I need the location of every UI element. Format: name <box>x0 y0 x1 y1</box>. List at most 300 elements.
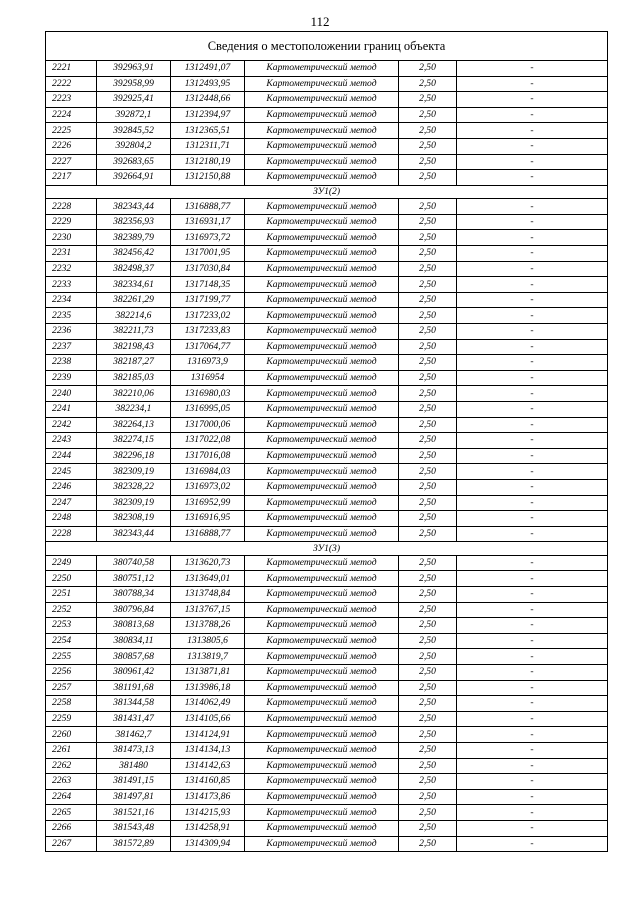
description-cell: - <box>457 602 608 618</box>
table-row <box>46 433 608 449</box>
accuracy-cell: 2,50 <box>399 292 457 308</box>
y-coordinate-cell: 1313805,6 <box>171 633 245 649</box>
method-cell: Картометрический метод <box>245 214 399 230</box>
point-number-cell: 2249 <box>46 555 97 571</box>
method-cell: Картометрический метод <box>245 495 399 511</box>
x-coordinate-cell: 382187,27 <box>97 355 171 371</box>
point-number-cell: 2259 <box>46 711 97 727</box>
accuracy-cell: 2,50 <box>399 479 457 495</box>
accuracy-cell: 2,50 <box>399 774 457 790</box>
x-coordinate-cell: 392845,52 <box>97 123 171 139</box>
accuracy-cell: 2,50 <box>399 92 457 108</box>
description-cell: - <box>457 633 608 649</box>
point-number-cell: 2227 <box>46 154 97 170</box>
table-row <box>46 92 608 108</box>
x-coordinate-cell: 392804,2 <box>97 138 171 154</box>
y-coordinate-cell: 1312448,66 <box>171 92 245 108</box>
point-number-cell: 2222 <box>46 76 97 92</box>
point-number-cell: 2231 <box>46 246 97 262</box>
table-row <box>46 308 608 324</box>
description-cell: - <box>457 526 608 542</box>
x-coordinate-cell: 392925,41 <box>97 92 171 108</box>
table-row <box>46 386 608 402</box>
point-number-cell: 2242 <box>46 417 97 433</box>
y-coordinate-cell: 1317148,35 <box>171 277 245 293</box>
method-cell: Картометрический метод <box>245 261 399 277</box>
x-coordinate-cell: 382356,93 <box>97 214 171 230</box>
point-number-cell: 2248 <box>46 511 97 527</box>
method-cell: Картометрический метод <box>245 355 399 371</box>
point-number-cell: 2235 <box>46 308 97 324</box>
table-row <box>46 555 608 571</box>
point-number-cell: 2255 <box>46 649 97 665</box>
x-coordinate-cell: 382185,03 <box>97 370 171 386</box>
accuracy-cell: 2,50 <box>399 355 457 371</box>
table-row <box>46 774 608 790</box>
description-cell: - <box>457 448 608 464</box>
x-coordinate-cell: 381572,89 <box>97 836 171 852</box>
accuracy-cell: 2,50 <box>399 277 457 293</box>
x-coordinate-cell: 382198,43 <box>97 339 171 355</box>
x-coordinate-cell: 392683,65 <box>97 154 171 170</box>
description-cell: - <box>457 727 608 743</box>
y-coordinate-cell: 1316973,02 <box>171 479 245 495</box>
point-number-cell: 2233 <box>46 277 97 293</box>
table-row <box>46 711 608 727</box>
accuracy-cell: 2,50 <box>399 495 457 511</box>
y-coordinate-cell: 1317199,77 <box>171 292 245 308</box>
x-coordinate-cell: 382343,44 <box>97 526 171 542</box>
x-coordinate-cell: 381491,15 <box>97 774 171 790</box>
y-coordinate-cell: 1316888,77 <box>171 526 245 542</box>
table-row <box>46 199 608 215</box>
method-cell: Картометрический метод <box>245 618 399 634</box>
description-cell: - <box>457 339 608 355</box>
point-number-cell: 2240 <box>46 386 97 402</box>
point-number-cell: 2245 <box>46 464 97 480</box>
accuracy-cell: 2,50 <box>399 680 457 696</box>
method-cell: Картометрический метод <box>245 526 399 542</box>
description-cell: - <box>457 820 608 836</box>
point-number-cell: 2226 <box>46 138 97 154</box>
x-coordinate-cell: 382389,79 <box>97 230 171 246</box>
accuracy-cell: 2,50 <box>399 308 457 324</box>
method-cell: Картометрический метод <box>245 154 399 170</box>
table-title: Сведения о местоположении границ объекта <box>46 32 608 61</box>
accuracy-cell: 2,50 <box>399 602 457 618</box>
x-coordinate-cell: 381473,13 <box>97 742 171 758</box>
method-cell: Картометрический метод <box>245 774 399 790</box>
table-row <box>46 339 608 355</box>
table-row <box>46 246 608 262</box>
x-coordinate-cell: 382261,29 <box>97 292 171 308</box>
method-cell: Картометрический метод <box>245 401 399 417</box>
method-cell: Картометрический метод <box>245 464 399 480</box>
x-coordinate-cell: 382309,19 <box>97 464 171 480</box>
accuracy-cell: 2,50 <box>399 339 457 355</box>
point-number-cell: 2251 <box>46 587 97 603</box>
accuracy-cell: 2,50 <box>399 138 457 154</box>
method-cell: Картометрический метод <box>245 696 399 712</box>
x-coordinate-cell: 382296,18 <box>97 448 171 464</box>
table-row <box>46 292 608 308</box>
table-row <box>46 742 608 758</box>
method-cell: Картометрический метод <box>245 711 399 727</box>
x-coordinate-cell: 380788,34 <box>97 587 171 603</box>
x-coordinate-cell: 381497,81 <box>97 789 171 805</box>
x-coordinate-cell: 382234,1 <box>97 401 171 417</box>
section-label: ЗУ1(2) <box>46 185 608 199</box>
x-coordinate-cell: 381543,48 <box>97 820 171 836</box>
description-cell: - <box>457 479 608 495</box>
accuracy-cell: 2,50 <box>399 789 457 805</box>
accuracy-cell: 2,50 <box>399 448 457 464</box>
method-cell: Картометрический метод <box>245 448 399 464</box>
table-title-row <box>46 32 608 61</box>
method-cell: Картометрический метод <box>245 664 399 680</box>
table-row <box>46 277 608 293</box>
description-cell: - <box>457 680 608 696</box>
point-number-cell: 2243 <box>46 433 97 449</box>
table-row <box>46 571 608 587</box>
method-cell: Картометрический метод <box>245 138 399 154</box>
x-coordinate-cell: 380961,42 <box>97 664 171 680</box>
x-coordinate-cell: 380796,84 <box>97 602 171 618</box>
table-row <box>46 448 608 464</box>
point-number-cell: 2217 <box>46 170 97 186</box>
y-coordinate-cell: 1316980,03 <box>171 386 245 402</box>
point-number-cell: 2261 <box>46 742 97 758</box>
description-cell: - <box>457 758 608 774</box>
table-row <box>46 727 608 743</box>
y-coordinate-cell: 1316931,17 <box>171 214 245 230</box>
point-number-cell: 2229 <box>46 214 97 230</box>
description-cell: - <box>457 230 608 246</box>
x-coordinate-cell: 382456,42 <box>97 246 171 262</box>
accuracy-cell: 2,50 <box>399 230 457 246</box>
y-coordinate-cell: 1314105,66 <box>171 711 245 727</box>
point-number-cell: 2244 <box>46 448 97 464</box>
y-coordinate-cell: 1314309,94 <box>171 836 245 852</box>
table-row <box>46 154 608 170</box>
method-cell: Картометрический метод <box>245 479 399 495</box>
description-cell: - <box>457 246 608 262</box>
point-number-cell: 2266 <box>46 820 97 836</box>
point-number-cell: 2239 <box>46 370 97 386</box>
description-cell: - <box>457 154 608 170</box>
table-row <box>46 526 608 542</box>
point-number-cell: 2225 <box>46 123 97 139</box>
table-row <box>46 836 608 852</box>
description-cell: - <box>457 138 608 154</box>
accuracy-cell: 2,50 <box>399 324 457 340</box>
table-row <box>46 479 608 495</box>
description-cell: - <box>457 386 608 402</box>
method-cell: Картометрический метод <box>245 308 399 324</box>
x-coordinate-cell: 380813,68 <box>97 618 171 634</box>
accuracy-cell: 2,50 <box>399 664 457 680</box>
y-coordinate-cell: 1317233,02 <box>171 308 245 324</box>
y-coordinate-cell: 1316973,72 <box>171 230 245 246</box>
table-row <box>46 170 608 186</box>
boundary-table <box>45 31 608 852</box>
accuracy-cell: 2,50 <box>399 199 457 215</box>
y-coordinate-cell: 1313649,01 <box>171 571 245 587</box>
x-coordinate-cell: 382210,06 <box>97 386 171 402</box>
method-cell: Картометрический метод <box>245 433 399 449</box>
point-number-cell: 2223 <box>46 92 97 108</box>
y-coordinate-cell: 1313767,15 <box>171 602 245 618</box>
description-cell: - <box>457 433 608 449</box>
table-row <box>46 633 608 649</box>
y-coordinate-cell: 1316984,03 <box>171 464 245 480</box>
method-cell: Картометрический метод <box>245 230 399 246</box>
y-coordinate-cell: 1314124,91 <box>171 727 245 743</box>
table-row <box>46 214 608 230</box>
method-cell: Картометрический метод <box>245 370 399 386</box>
description-cell: - <box>457 664 608 680</box>
table-row <box>46 618 608 634</box>
table-row <box>46 464 608 480</box>
x-coordinate-cell: 381462,7 <box>97 727 171 743</box>
point-number-cell: 2238 <box>46 355 97 371</box>
method-cell: Картометрический метод <box>245 727 399 743</box>
table-row <box>46 696 608 712</box>
y-coordinate-cell: 1317233,83 <box>171 324 245 340</box>
method-cell: Картометрический метод <box>245 292 399 308</box>
point-number-cell: 2256 <box>46 664 97 680</box>
y-coordinate-cell: 1314258,91 <box>171 820 245 836</box>
point-number-cell: 2252 <box>46 602 97 618</box>
method-cell: Картометрический метод <box>245 680 399 696</box>
point-number-cell: 2247 <box>46 495 97 511</box>
table-row <box>46 789 608 805</box>
description-cell: - <box>457 555 608 571</box>
point-number-cell: 2265 <box>46 805 97 821</box>
point-number-cell: 2230 <box>46 230 97 246</box>
accuracy-cell: 2,50 <box>399 618 457 634</box>
description-cell: - <box>457 495 608 511</box>
accuracy-cell: 2,50 <box>399 587 457 603</box>
method-cell: Картометрический метод <box>245 76 399 92</box>
x-coordinate-cell: 382308,19 <box>97 511 171 527</box>
accuracy-cell: 2,50 <box>399 401 457 417</box>
accuracy-cell: 2,50 <box>399 727 457 743</box>
y-coordinate-cell: 1312180,19 <box>171 154 245 170</box>
method-cell: Картометрический метод <box>245 386 399 402</box>
x-coordinate-cell: 382309,19 <box>97 495 171 511</box>
table-row <box>46 664 608 680</box>
y-coordinate-cell: 1314134,13 <box>171 742 245 758</box>
description-cell: - <box>457 836 608 852</box>
description-cell: - <box>457 805 608 821</box>
description-cell: - <box>457 170 608 186</box>
table-row <box>46 138 608 154</box>
x-coordinate-cell: 382334,61 <box>97 277 171 293</box>
method-cell: Картометрический метод <box>245 820 399 836</box>
x-coordinate-cell: 382274,15 <box>97 433 171 449</box>
description-cell: - <box>457 618 608 634</box>
x-coordinate-cell: 381480 <box>97 758 171 774</box>
description-cell: - <box>457 199 608 215</box>
y-coordinate-cell: 1313788,26 <box>171 618 245 634</box>
point-number-cell: 2234 <box>46 292 97 308</box>
description-cell: - <box>457 214 608 230</box>
y-coordinate-cell: 1312491,07 <box>171 61 245 77</box>
y-coordinate-cell: 1312394,97 <box>171 107 245 123</box>
y-coordinate-cell: 1313620,73 <box>171 555 245 571</box>
accuracy-cell: 2,50 <box>399 464 457 480</box>
method-cell: Картометрический метод <box>245 417 399 433</box>
accuracy-cell: 2,50 <box>399 649 457 665</box>
method-cell: Картометрический метод <box>245 199 399 215</box>
x-coordinate-cell: 380740,58 <box>97 555 171 571</box>
x-coordinate-cell: 382343,44 <box>97 199 171 215</box>
description-cell: - <box>457 649 608 665</box>
method-cell: Картометрический метод <box>245 836 399 852</box>
table-row <box>46 324 608 340</box>
description-cell: - <box>457 464 608 480</box>
description-cell: - <box>457 417 608 433</box>
table-row <box>46 107 608 123</box>
description-cell: - <box>457 401 608 417</box>
x-coordinate-cell: 380834,11 <box>97 633 171 649</box>
accuracy-cell: 2,50 <box>399 123 457 139</box>
accuracy-cell: 2,50 <box>399 386 457 402</box>
accuracy-cell: 2,50 <box>399 214 457 230</box>
y-coordinate-cell: 1317016,08 <box>171 448 245 464</box>
method-cell: Картометрический метод <box>245 742 399 758</box>
point-number-cell: 2237 <box>46 339 97 355</box>
point-number-cell: 2241 <box>46 401 97 417</box>
section-row <box>46 185 608 199</box>
description-cell: - <box>457 355 608 371</box>
method-cell: Картометрический метод <box>245 277 399 293</box>
point-number-cell: 2221 <box>46 61 97 77</box>
method-cell: Картометрический метод <box>245 602 399 618</box>
x-coordinate-cell: 381344,58 <box>97 696 171 712</box>
x-coordinate-cell: 381521,16 <box>97 805 171 821</box>
table-row <box>46 805 608 821</box>
method-cell: Картометрический метод <box>245 805 399 821</box>
accuracy-cell: 2,50 <box>399 571 457 587</box>
description-cell: - <box>457 92 608 108</box>
accuracy-cell: 2,50 <box>399 511 457 527</box>
description-cell: - <box>457 587 608 603</box>
y-coordinate-cell: 1317064,77 <box>171 339 245 355</box>
description-cell: - <box>457 61 608 77</box>
y-coordinate-cell: 1314062,49 <box>171 696 245 712</box>
x-coordinate-cell: 392872,1 <box>97 107 171 123</box>
point-number-cell: 2264 <box>46 789 97 805</box>
accuracy-cell: 2,50 <box>399 711 457 727</box>
method-cell: Картометрический метод <box>245 571 399 587</box>
method-cell: Картометрический метод <box>245 246 399 262</box>
accuracy-cell: 2,50 <box>399 820 457 836</box>
y-coordinate-cell: 1313748,84 <box>171 587 245 603</box>
method-cell: Картометрический метод <box>245 107 399 123</box>
table-row <box>46 230 608 246</box>
table-row <box>46 587 608 603</box>
method-cell: Картометрический метод <box>245 555 399 571</box>
point-number-cell: 2236 <box>46 324 97 340</box>
y-coordinate-cell: 1317001,95 <box>171 246 245 262</box>
accuracy-cell: 2,50 <box>399 433 457 449</box>
table-row <box>46 76 608 92</box>
method-cell: Картометрический метод <box>245 170 399 186</box>
y-coordinate-cell: 1314142,63 <box>171 758 245 774</box>
accuracy-cell: 2,50 <box>399 633 457 649</box>
accuracy-cell: 2,50 <box>399 836 457 852</box>
table-row <box>46 495 608 511</box>
point-number-cell: 2257 <box>46 680 97 696</box>
y-coordinate-cell: 1312493,95 <box>171 76 245 92</box>
point-number-cell: 2228 <box>46 199 97 215</box>
method-cell: Картометрический метод <box>245 123 399 139</box>
method-cell: Картометрический метод <box>245 649 399 665</box>
y-coordinate-cell: 1312365,51 <box>171 123 245 139</box>
method-cell: Картометрический метод <box>245 758 399 774</box>
page-number: 112 <box>310 14 330 29</box>
method-cell: Картометрический метод <box>245 587 399 603</box>
accuracy-cell: 2,50 <box>399 696 457 712</box>
table-row <box>46 820 608 836</box>
table-row <box>46 123 608 139</box>
accuracy-cell: 2,50 <box>399 742 457 758</box>
accuracy-cell: 2,50 <box>399 170 457 186</box>
description-cell: - <box>457 571 608 587</box>
description-cell: - <box>457 261 608 277</box>
point-number-cell: 2263 <box>46 774 97 790</box>
description-cell: - <box>457 308 608 324</box>
x-coordinate-cell: 382498,37 <box>97 261 171 277</box>
section-row <box>46 542 608 556</box>
description-cell: - <box>457 511 608 527</box>
accuracy-cell: 2,50 <box>399 555 457 571</box>
description-cell: - <box>457 292 608 308</box>
point-number-cell: 2250 <box>46 571 97 587</box>
y-coordinate-cell: 1316954 <box>171 370 245 386</box>
method-cell: Картометрический метод <box>245 61 399 77</box>
x-coordinate-cell: 392958,99 <box>97 76 171 92</box>
point-number-cell: 2224 <box>46 107 97 123</box>
x-coordinate-cell: 392963,91 <box>97 61 171 77</box>
x-coordinate-cell: 381431,47 <box>97 711 171 727</box>
description-cell: - <box>457 742 608 758</box>
x-coordinate-cell: 381191,68 <box>97 680 171 696</box>
x-coordinate-cell: 380857,68 <box>97 649 171 665</box>
point-number-cell: 2246 <box>46 479 97 495</box>
description-cell: - <box>457 324 608 340</box>
table-row <box>46 355 608 371</box>
method-cell: Картометрический метод <box>245 324 399 340</box>
point-number-cell: 2262 <box>46 758 97 774</box>
point-number-cell: 2232 <box>46 261 97 277</box>
description-cell: - <box>457 76 608 92</box>
table-row <box>46 61 608 77</box>
table-row <box>46 370 608 386</box>
point-number-cell: 2253 <box>46 618 97 634</box>
method-cell: Картометрический метод <box>245 633 399 649</box>
y-coordinate-cell: 1316888,77 <box>171 199 245 215</box>
description-cell: - <box>457 789 608 805</box>
y-coordinate-cell: 1312150,88 <box>171 170 245 186</box>
description-cell: - <box>457 711 608 727</box>
accuracy-cell: 2,50 <box>399 417 457 433</box>
description-cell: - <box>457 277 608 293</box>
x-coordinate-cell: 392664,91 <box>97 170 171 186</box>
y-coordinate-cell: 1317000,06 <box>171 417 245 433</box>
